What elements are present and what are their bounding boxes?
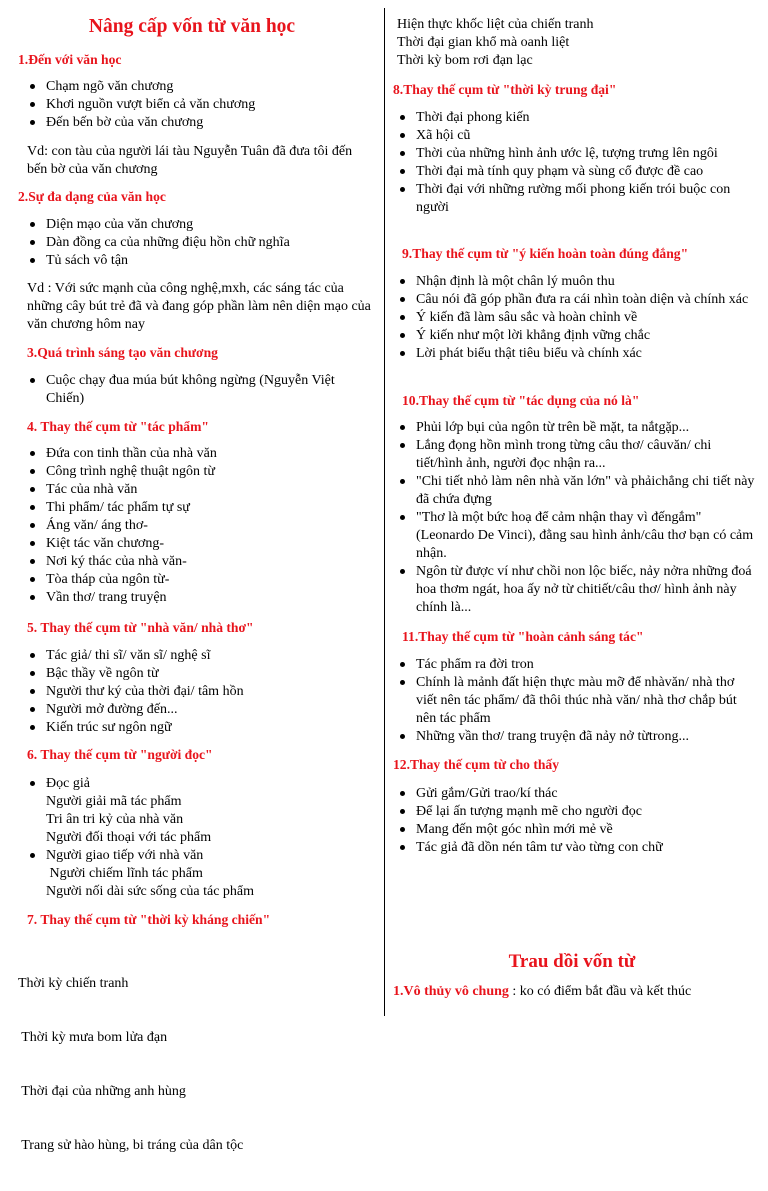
- section-list-4: [18, 445, 378, 607]
- list-item: Cuộc chạy đua múa bút không ngừng (Nguyễn Việt Chiến): [18, 372, 370, 408]
- list-item: Chạm ngõ văn chương: [18, 78, 378, 96]
- list-item: [18, 775, 378, 847]
- list-item: Khơi nguồn vượt biển cả văn chương: [18, 96, 378, 114]
- plain-line: Thời kỳ mưa bom lửa đạn: [18, 1030, 168, 1045]
- list-item: Gửi gắm/Gửi trao/kí thác: [388, 785, 756, 803]
- list-item: Vần thơ/ trang truyện: [18, 589, 378, 607]
- list-item: Tác giả/ thi sĩ/ văn sĩ/ nghệ sĩ: [18, 647, 378, 665]
- column-divider: [384, 8, 385, 1016]
- list-item: "Chi tiết nhỏ làm nên nhà văn lớn" và phảichẳng chi tiết này đã chứa đựng: [388, 473, 756, 509]
- list-item: Chính là mảnh đất hiện thực màu mỡ để nhàvăn/ nhà thơ viết nên tác phẩm/ đã thôi thúc nhà văn/ nhà thơ chắp bút nên tác phẩm: [388, 674, 756, 728]
- section-list-10: [388, 419, 756, 617]
- list-item: Nơi ký thác của nhà văn-: [18, 553, 378, 571]
- list-item: Để lại ấn tượng mạnh mẽ cho người đọc: [388, 803, 756, 821]
- sub-line: Người đối thoại với tác phẩm: [46, 830, 212, 845]
- list-item: "Thơ là một bức hoạ để cảm nhận thay vì đếngắm" (Leonardo De Vinci), đằng sau hình ảnh/câu thơ bạn có cảm nhận.: [388, 509, 756, 563]
- section-list-12: [388, 785, 756, 857]
- list-item: Bậc thầy về ngôn từ: [18, 665, 378, 683]
- section-heading-5: 5. Thay thế cụm từ "nhà văn/ nhà thơ": [27, 620, 254, 635]
- section-heading-3: 3.Quá trình sáng tạo văn chương: [27, 345, 218, 360]
- list-item: Thời đại với những rường mối phong kiến trói buộc con người: [388, 181, 756, 217]
- list-item: Người thư ký của thời đại/ tâm hồn: [18, 683, 378, 701]
- sub-line: Tri ân tri kỷ của nhà văn: [46, 812, 184, 827]
- section-list-8: [388, 109, 756, 217]
- section-lines-7: [18, 939, 243, 1191]
- list-item: Tủ sách vô tận: [18, 252, 378, 270]
- list-item: Đứa con tinh thần của nhà văn: [18, 445, 378, 463]
- section-heading-4: 4. Thay thế cụm từ "tác phẩm": [27, 419, 209, 434]
- section-list-5: [18, 647, 378, 737]
- list-item: Nhận định là một chân lý muôn thu: [388, 273, 756, 291]
- section-list-9: [388, 273, 756, 363]
- section-heading-6: 6. Thay thế cụm từ "người đọc": [27, 747, 213, 762]
- section-title-trau-doi: Trau dồi vốn từ: [508, 951, 636, 972]
- section-heading-12: 12.Thay thế cụm từ cho thấy: [393, 757, 559, 772]
- sub-line: Người nối dài sức sống của tác phẩm: [46, 884, 255, 899]
- list-item: Đến bến bờ của văn chương: [18, 114, 378, 132]
- list-item: Thi phẩm/ tác phẩm tự sự: [18, 499, 378, 517]
- list-item: Tác phẩm ra đời tron: [388, 656, 756, 674]
- list-item: Diện mạo của văn chương: [18, 216, 378, 234]
- list-item: Ý kiến đã làm sâu sắc và hoàn chỉnh về: [388, 309, 756, 327]
- list-item: Ngôn từ được ví như chồi non lộc biếc, nảy nởra những đoá hoa thơm ngát, hoa ấy nở từ chitiết/câu thơ/ hình ảnh này chính là...: [388, 563, 756, 617]
- plain-line: Thời đại của những anh hùng: [18, 1084, 186, 1099]
- list-item: Xã hội cũ: [388, 127, 756, 145]
- section-heading-8: 8.Thay thế cụm từ "thời kỳ trung đại": [393, 82, 617, 97]
- section-heading-11: 11.Thay thế cụm từ "hoàn cảnh sáng tác": [402, 629, 644, 644]
- section-heading-7: 7. Thay thế cụm từ "thời kỳ kháng chiến": [27, 912, 271, 927]
- list-item: Người mở đường đến...: [18, 701, 378, 719]
- list-item: Thời của những hình ảnh ước lệ, tượng trưng lên ngôi: [388, 145, 756, 163]
- list-item: Thời đại phong kiến: [388, 109, 756, 127]
- list-item: Kiệt tác văn chương-: [18, 535, 378, 553]
- list-item: Lắng đọng hồn mình trong từng câu thơ/ câuvăn/ chi tiết/hình ảnh, người đọc nhận ra...: [388, 437, 756, 473]
- section-list-3: [18, 372, 370, 408]
- section-heading-9: 9.Thay thế cụm từ "ý kiến hoàn toàn đúng đắng": [402, 246, 689, 261]
- section-list-1: [18, 78, 378, 132]
- sub-line: Người giải mã tác phẩm: [46, 794, 182, 809]
- plain-line: Thời kỳ bom rơi đạn lạc: [397, 53, 533, 68]
- example-text-1: Vd: con tàu của người lái tàu Nguyễn Tuân đã đưa tôi đến bến bờ của văn chương: [27, 144, 353, 177]
- definition-text: : ko có điểm bắt đầu và kết thúc: [508, 984, 692, 999]
- list-item-text: Người giao tiếp với nhà văn: [46, 848, 204, 863]
- definition-term: 1.Vô thủy vô chung: [393, 984, 509, 999]
- list-item: Kiến trúc sư ngôn ngữ: [18, 719, 378, 737]
- list-item: Tác của nhà văn: [18, 481, 378, 499]
- sub-line: Người chiếm lĩnh tác phẩm: [46, 866, 203, 881]
- list-item: Thời đại mà tính quy phạm và sùng cổ được đề cao: [388, 163, 756, 181]
- list-item-text: Đọc giả: [46, 776, 90, 791]
- plain-line: Trang sử hào hùng, bi tráng của dân tộc: [18, 1138, 244, 1153]
- section-list-6: [18, 775, 378, 901]
- example-text-2: Vd : Với sức mạnh của công nghệ,mxh, các sáng tác của những cây bút trẻ đã và đang góp phần làm nên diện mạo của văn chương hôm nay: [27, 281, 371, 332]
- plain-line: Hiện thực khốc liệt của chiến tranh: [397, 17, 594, 32]
- list-item: Những vần thơ/ trang truyện đã nảy nở từtrong...: [388, 728, 756, 746]
- list-item: Lời phát biểu thật tiêu biểu và chính xác: [388, 345, 756, 363]
- list-item: Dàn đồng ca của những điệu hồn chữ nghĩa: [18, 234, 378, 252]
- list-item: Mang đến một góc nhìn mới mẻ về: [388, 821, 756, 839]
- list-item: Câu nói đã góp phần đưa ra cái nhìn toàn diện và chính xác: [388, 291, 756, 309]
- section-lines-7-continued: [397, 16, 594, 70]
- list-item: Ý kiến như một lời khẳng định vững chắc: [388, 327, 756, 345]
- definition-line: [393, 984, 691, 1000]
- list-item: Tác giả đã dồn nén tâm tư vào từng con chữ: [388, 839, 756, 857]
- page-title: Nâng cấp vốn từ văn học: [88, 16, 296, 37]
- section-heading-10: 10.Thay thế cụm từ "tác dụng của nó là": [402, 393, 640, 408]
- list-item: Phủi lớp bụi của ngôn từ trên bề mặt, ta nắtgặp...: [388, 419, 756, 437]
- section-list-11: [388, 656, 756, 746]
- plain-line: Thời kỳ chiến tranh: [18, 976, 129, 991]
- list-item: Tòa tháp của ngôn từ-: [18, 571, 378, 589]
- plain-line: Thời đại gian khổ mà oanh liệt: [397, 35, 570, 50]
- section-heading-2: 2.Sự đa dạng của văn học: [18, 189, 166, 204]
- section-heading-1: 1.Đến với văn học: [18, 52, 122, 67]
- list-item: Áng văn/ áng thơ-: [18, 517, 378, 535]
- section-list-2: [18, 216, 378, 270]
- list-item: Công trình nghệ thuật ngôn từ: [18, 463, 378, 481]
- list-item: [18, 847, 378, 901]
